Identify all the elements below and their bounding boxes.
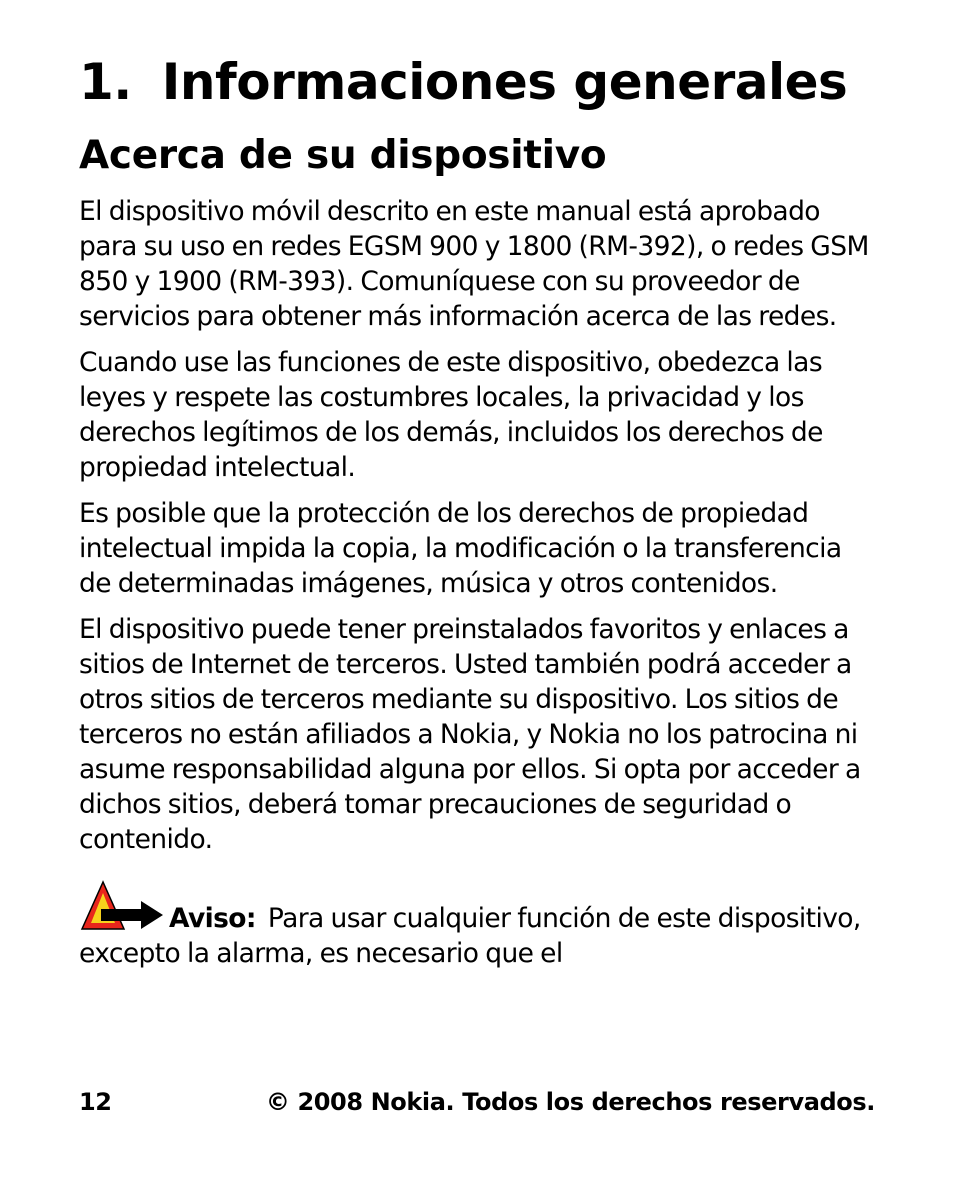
body-text (79, 194, 879, 982)
warning-text: Para usar cualquier función de este dispositivo, excepto la alarma, es necesario que el (79, 903, 861, 969)
paragraph-copyright-protection: Es posible que la protección de los derechos de propiedad intelectual impida la copia, la modificación o la transferencia de determinadas imágenes, música y otros contenidos. (79, 498, 842, 599)
section-title: Acerca de su dispositivo (79, 133, 607, 178)
paragraph-laws: Cuando use las funciones de este dispositivo, obedezca las leyes y respete las costumbres locales, la privacidad y los derechos legítimos de los demás, incluidos los derechos de propiedad intelectual. (79, 347, 823, 483)
warning-icon (79, 879, 167, 935)
chapter-title: Informaciones generales (161, 53, 848, 111)
copyright-notice: © 2008 Nokia. Todos los derechos reservados. (265, 1088, 875, 1116)
chapter-number: 1. (79, 53, 132, 111)
paragraph-networks: El dispositivo móvil descrito en este manual está aprobado para su uso en redes EGSM 900 y 1800 (RM-392), o redes GSM 850 y 1900 (RM-393). Comuníquese con su proveedor de servicios para obtener más información acerca de las redes. (79, 196, 869, 332)
paragraph-third-party-sites: El dispositivo puede tener preinstalados favoritos y enlaces a sitios de Internet de terceros. Usted también podrá acceder a otros sitios de terceros mediante su dispositivo. Los sitios de terceros no están afiliados a Nokia, y Nokia no los patrocina ni asume responsabilidad alguna por ellos. Si opta por acceder a dichos sitios, deberá tomar precauciones de seguridad o contenido. (79, 614, 861, 855)
warning-label: Aviso: (169, 903, 256, 934)
page-number: 12 (79, 1088, 112, 1116)
chapter-heading (79, 52, 847, 112)
page-footer (79, 1088, 875, 1124)
warning-notice (79, 879, 879, 971)
